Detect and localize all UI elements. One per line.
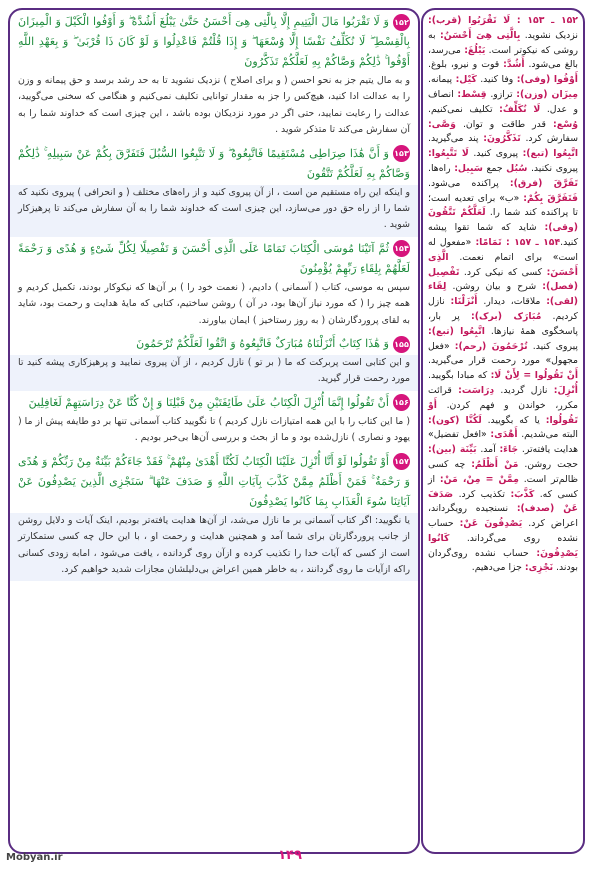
glossary-definition: کسی که نیکی کرد. — [459, 266, 547, 278]
arabic-verse — [18, 450, 410, 513]
persian-translation: یا نگویید: اگر کتاب آسمانی بر ما نازل می‌شد، از آن‌ها هدایت یافته‌تر بودیم، اینک آیات و دلایل روشن از جانب پروردگارتان برای شما آمد و همچنین هدایت و رحمت او ، با این حال چه کسی ستمکارتر است از کسی که آیات خدا را تکذیب کرده و ازآن روی گردانده ، یافت می‌شود ، امابه زودی کسانی راکه ازآیات ما روی گردانند ، به خاطر همین اعراض بی‌دلیلشان مجازات شدید خواهیم کرد. — [10, 513, 418, 582]
glossary-definition: حساب نشده روی می‌گرداند. — [428, 518, 578, 544]
glossary-definition: حساب نشده روی‌گردان بودند. — [428, 547, 578, 574]
verse-number-badge: ۱۵۲ — [393, 14, 410, 31]
glossary-term: مِمَّنْ = مِنْ، مَنْ: — [439, 473, 519, 485]
glossary-term: وَصَّی: — [428, 118, 456, 130]
glossary-definition: پیروی کنید. — [527, 340, 578, 352]
glossary-definition: به روشی که نیکوتر است. — [428, 29, 578, 56]
glossary-term: اتَّبِعُوا (تبع): — [428, 325, 485, 337]
glossary-definition: جزا می‌دهیم. — [471, 562, 525, 574]
glossary-definition: انصاف و عدل. — [428, 88, 578, 115]
verse-block — [10, 142, 418, 237]
glossary-term: سَبِیل: — [454, 162, 483, 174]
verse-block — [10, 391, 418, 450]
verse-text: وَ أَنَّ هَٰذَا صِرَاطِی مُسْتَقِیمًا فَاتَّبِعُوهُ ۖ وَ لَا تَتَّبِعُوا السُّبُلَ فَتَفَرَّقَ بِکُمْ عَنْ سَبِیلِهِ ۚ ذَٰلِکُمْ وَصَّاکُمْ بِهِ لَعَلَّکُمْ تَتَّقُونَ — [18, 146, 410, 180]
glossary-term: ۱۵۴ ـ ۱۵۷ : تَمَامًا: — [475, 236, 561, 248]
glossary-definition: راه‌ها. — [428, 162, 455, 174]
verse-text: أَنْ تَقُولُوا إِنَّمَا أُنْزِلَ الْکِتَابُ عَلَیٰ طَائِفَتَیْنِ مِنْ قَبْلِنَا وَ إِنْ کُنَّا عَنْ دِرَاسَتِهِمْ لَغَافِلِینَ — [28, 395, 389, 409]
verse-block — [10, 10, 418, 142]
glossary-panel — [421, 8, 585, 854]
glossary-term: صَدَفَ عَنْ (صدف): — [428, 488, 578, 515]
glossary-term: أَهْدَی: — [490, 429, 518, 441]
glossary-term: بِالَّتِی هِیَ أَحْسَنُ: — [439, 29, 521, 41]
arabic-verse — [18, 10, 410, 73]
glossary-term: أَنْ تَقُولُوا = لِأَنْ لَا: — [490, 370, 579, 382]
glossary-definition: می‌رسد، بالغ می‌شود. — [428, 44, 579, 71]
glossary-term: تَفْصِیل (فصل): — [428, 266, 578, 293]
glossary-term: أَشُدَّ: — [503, 59, 525, 71]
verse-text: وَ لَا تَقْرَبُوا مَالَ الْیَتِیمِ إِلَّا بِالَّتِی هِیَ أَحْسَنُ حَتَّیٰ یَبْلُغَ أَشُدَّهُ ۖ وَ أَوْفُوا الْکَیْلَ وَ الْمِیزَانَ بِالْقِسْطِ ۖ لَا نُکَلِّفُ نَفْسًا إِلَّا وُسْعَهَا ۖ وَ إِذَا قُلْتُمْ فَاعْدِلُوا وَ لَوْ کَانَ ذَا قُرْبَیٰ ۖ وَ بِعَهْدِ اللَّهِ أَوْفُوا ۚ ذَٰلِکُمْ وَصَّاکُمْ بِهِ لَعَلَّکُمْ تَذَکَّرُونَ — [18, 15, 410, 68]
glossary-definition: نزدیک نشوید. — [520, 29, 578, 41]
glossary-term: تُرْحَمُونَ (رحم): — [454, 340, 528, 352]
verse-number-badge: ۱۵۷ — [393, 453, 410, 470]
verse-number-badge: ۱۵۶ — [393, 394, 410, 411]
glossary-term: مَنْ أَظْلَمُ: — [471, 458, 519, 470]
glossary-term: اتَّبِعُوا (تبع): — [522, 148, 578, 160]
glossary-term: بَیِّنَة (بین): — [428, 444, 477, 456]
glossary-term: لِقَاء (لقی): — [428, 281, 579, 308]
glossary-definition: «فعل مجهول» مورد رحمت قرار می‌گیرید. — [428, 340, 578, 367]
glossary-term: قِسْط: — [457, 88, 487, 100]
glossary-definition: پیروی نکنید. — [527, 162, 578, 174]
arabic-verse — [18, 142, 410, 185]
glossary-term: أَوْفُوا (وفی): — [516, 74, 578, 86]
glossary-term: الَّذِی أَحْسَنَ: — [428, 251, 578, 278]
glossary-term: یَصْدِفُونَ عَنْ: — [459, 518, 523, 530]
glossary-definition: قدر طاقت و توان. — [455, 118, 553, 130]
glossary-term: کَذَّبَ: — [510, 488, 535, 500]
verse-number-badge: ۱۵۳ — [393, 145, 410, 162]
glossary-term: نَجْزِی: — [524, 562, 554, 574]
glossary-text — [423, 10, 583, 580]
glossary-definition: حجت روشن. — [518, 458, 578, 470]
glossary-definition: پند می‌گیرید. — [428, 133, 484, 145]
glossary-term: سُبُل — [506, 162, 528, 174]
glossary-definition: البته می‌شدیم. — [517, 429, 578, 441]
glossary-term: وُسْع: — [553, 118, 578, 130]
glossary-term: مِیزَان (وزن): — [516, 88, 578, 100]
verses-panel — [8, 8, 420, 854]
glossary-term: یَبْلُغَ: — [464, 44, 486, 56]
glossary-definition: پر بار، پاسخگوی همهٔ نیازها. — [428, 310, 579, 337]
verse-text: ثُمَّ آتَیْنَا مُوسَی الْکِتَابَ تَمَامًا عَلَی الَّذِی أَحْسَنَ وَ تَفْصِیلًا لِکُلِّ شَیْءٍ وَ هُدًی وَ رَحْمَةً لَعَلَّهُمْ بِلِقَاءِ رَبِّهِمْ یُؤْمِنُونَ — [18, 241, 410, 275]
persian-translation: و این کتابی است پربرکت که ما ( بر تو ) نازل کردیم ، از آن پیروی نمایید و پرهیزکاری پیشه کنید تا مورد رحمت قرار گیرید. — [10, 355, 418, 391]
glossary-term: کَیْل: — [455, 74, 477, 86]
page-number: ۱۴۹ — [278, 848, 302, 863]
glossary-definition: «مفعول له است» برای اتمام نعمت. — [428, 236, 578, 263]
glossary-term: أَنْزَلْنَا: — [450, 296, 478, 308]
glossary-term: جَاءَ: — [499, 444, 519, 456]
verse-block — [10, 332, 418, 391]
site-label: Mobyan.ir — [6, 852, 63, 863]
arabic-verse — [18, 332, 410, 355]
glossary-term: مُبَارَک (برک): — [470, 310, 542, 322]
glossary-term: دِرَاسَت: — [458, 384, 495, 396]
glossary-definition: جمع — [482, 162, 507, 174]
glossary-definition: نازل کردیم. — [428, 296, 578, 322]
glossary-term: لَعَلَّکُمْ تَتَّقُونَ (وقی): — [428, 207, 578, 234]
arabic-verse — [18, 391, 410, 414]
glossary-definition: چه کسی ظالم‌تر است. — [428, 458, 578, 485]
glossary-term: أَوْ تَقُولُوا: — [428, 399, 578, 426]
glossary-definition: شرح و بیان روشن. — [446, 281, 543, 293]
glossary-term: أُنْزِلَ: — [553, 384, 578, 396]
glossary-term: تَفَرَّقَ (فرق): — [509, 177, 578, 189]
glossary-definition: پیمانه. — [428, 74, 456, 86]
glossary-definition: پیروی کنید. — [468, 148, 523, 160]
glossary-definition: سفارش کرد. — [520, 133, 578, 145]
glossary-definition: آمد. — [476, 444, 500, 456]
glossary-definition: شاید که شما تقوا پیشه کنید. — [428, 222, 578, 248]
glossary-term: لَا تَتَّبِعُوا: — [428, 148, 469, 160]
persian-translation: و اینکه این راه مستقیم من است ، از آن پیروی کنید و از راه‌های مختلف ( و انحرافی ) پیروی نکنید که شما را از راه حق دور می‌سازد، این چیزی است که خداوند شما را به آن سفارش می‌کند تا پرهیزکار شوید . — [10, 185, 418, 237]
glossary-definition: تکذیب کرد. — [453, 488, 511, 500]
glossary-term: تَذَکَّرُونَ: — [483, 133, 521, 145]
glossary-definition: نسنجیده رویگرداند، اعراض کرد. — [428, 503, 578, 530]
verse-number-badge: ۱۵۵ — [393, 336, 410, 353]
glossary-definition: ملاقات، دیدار. — [477, 296, 547, 308]
glossary-definition: از کسی که. — [428, 473, 578, 500]
glossary-definition: «افعل تفضیل» هدایت یافته‌تر. — [428, 429, 579, 456]
glossary-definition: «ب» برای تعدیه است؛ تا پراکنده کند شما را. — [428, 192, 578, 219]
glossary-definition: قرائت مکرر، خواندن و فهم کردن. — [428, 384, 578, 411]
glossary-definition: که مبادا بگویید. — [428, 370, 491, 382]
persian-translation: ( ما این کتاب را با این همه امتیازات نازل کردیم ) تا نگویید کتاب آسمانی تنها بر دو طایفه پیش از ما ( یهود و نصاری ) نازل‌شده بود و ما از بحث و بررسی آن‌ها بی‌خبر بودیم . — [18, 415, 410, 444]
verse-block — [10, 237, 418, 332]
glossary-term: فَتَفَرَّقَ بِکُمْ: — [523, 192, 578, 204]
persian-translation: سپس به موسی، کتاب ( آسمانی ) دادیم، ( نعمت خود را ) بر آن‌ها که نیکوکار بودند، تکمیل کردیم و همه چیز را ( که مورد نیاز آن‌ها بود، در آن ) روشن ساختیم، کتابی که مایهٔ هدایت و رحمت بود، شاید به لقای پروردگارشان ( به روز رستاخیز ) ایمان بیاورند. — [18, 281, 410, 326]
verse-text: أَوْ تَقُولُوا لَوْ أَنَّا أُنْزِلَ عَلَیْنَا الْکِتَابُ لَکُنَّا أَهْدَیٰ مِنْهُمْ ۚ فَقَدْ جَاءَکُمْ بَیِّنَةٌ مِنْ رَبِّکُمْ وَ هُدًی وَ رَحْمَةٌ ۚ فَمَنْ أَظْلَمُ مِمَّنْ کَذَّبَ بِآیَاتِ اللَّهِ وَ صَدَفَ عَنْهَا ۗ سَنَجْزِی الَّذِینَ یَصْدِفُونَ عَنْ آیَاتِنَا سُوءَ الْعَذَابِ بِمَا کَانُوا یَصْدِفُونَ — [18, 454, 410, 508]
glossary-term: لَکُنَّا (کون): — [428, 414, 482, 426]
glossary-definition: نازل گردید. — [494, 384, 554, 396]
glossary-definition: وفا کنید. — [476, 74, 517, 86]
glossary-definition: ترازو. — [486, 88, 517, 100]
glossary-term: ۱۵۲ ـ ۱۵۳ : لَا تَقْرَبُوا (قرب): — [428, 15, 578, 26]
verse-block — [10, 450, 418, 582]
glossary-definition: تکلیف نمی‌کنیم. — [428, 103, 500, 115]
verse-number-badge: ۱۵۴ — [393, 240, 410, 257]
arabic-verse — [18, 237, 410, 280]
glossary-definition: یا که بگویید. — [481, 414, 546, 426]
verse-text: وَ هَٰذَا کِتَابٌ أَنْزَلْنَاهُ مُبَارَکٌ فَاتَّبِعُوهُ وَ اتَّقُوا لَعَلَّکُمْ تُرْحَمُونَ — [136, 337, 389, 351]
glossary-definition: قوت و نیرو، بلوغ. — [428, 59, 504, 71]
persian-translation: و به مال یتیم جز به نحو احسن ( و برای اصلاح ) نزدیک نشوید تا به حد رشد برسد و حق پیمانه و وزن را به عدالت ادا کنید، هیچ‌کس را جز به مقدار توانایی تکلیف نمی‌کنیم و هنگامی که سخنی می‌گویید، عدالت را رعایت نمایید، حتی اگر در مورد نزدیکان بوده باشد ، این چیزی است که خداوند شما را به آن سفارش می‌کند تا متذکر شوید . — [18, 75, 410, 136]
glossary-definition: پراکنده می‌شود. — [428, 177, 510, 189]
glossary-term: کَانُوا یَصْدِفُونَ: — [428, 532, 578, 559]
glossary-term: لَا نُکَلِّفُ: — [499, 103, 541, 115]
